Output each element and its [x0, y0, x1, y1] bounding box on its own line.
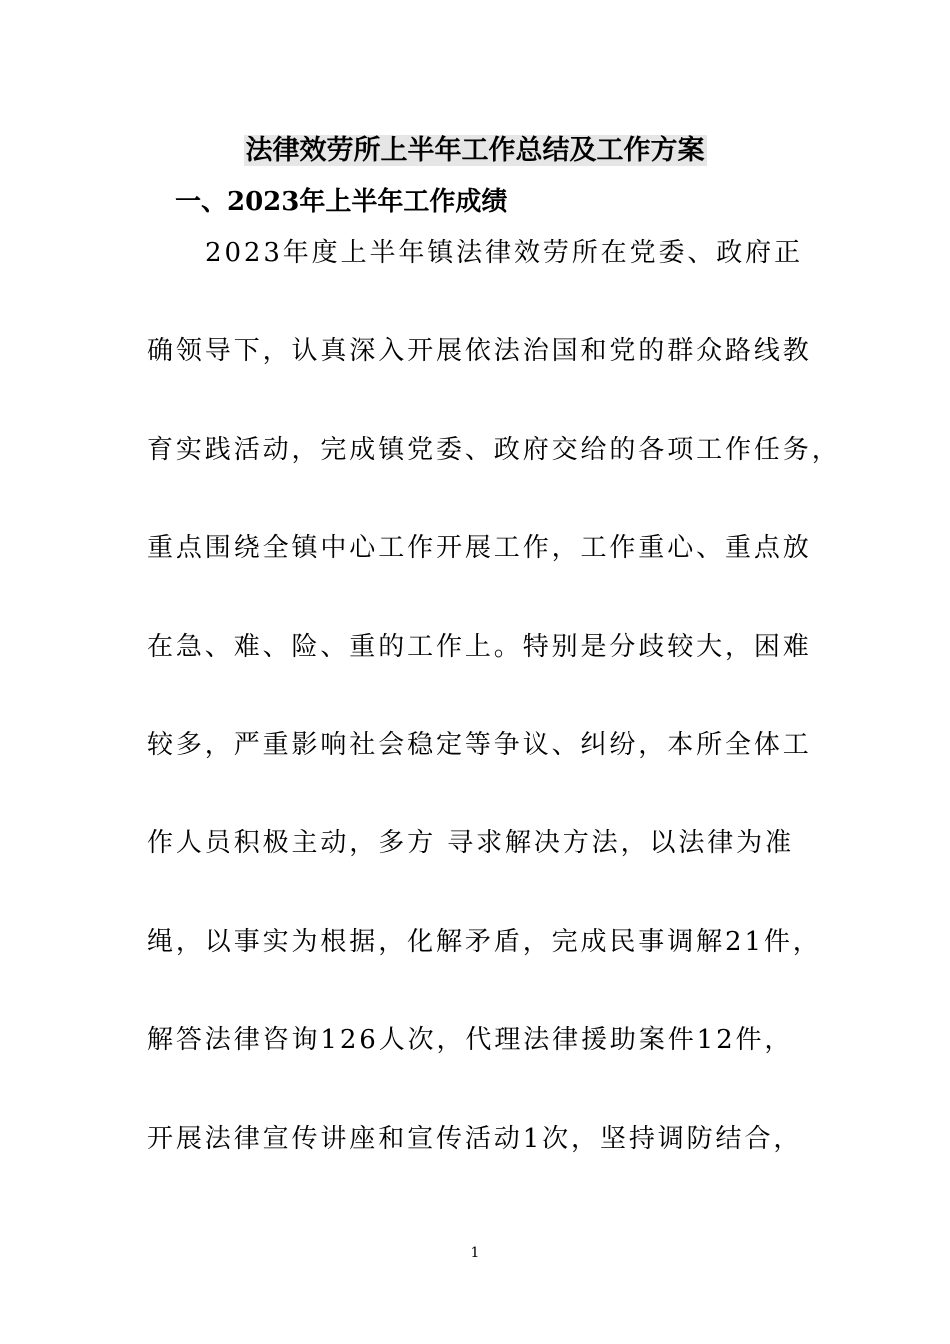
paragraph-line: 作人员积极主动，多方 寻求解决方法，以法律为准 [147, 828, 794, 859]
paragraph-line: 育实践活动，完成镇党委、政府交给的各项工作任务， [147, 434, 841, 465]
paragraph-line: 重点围绕全镇中心工作开展工作，工作重心、重点放 [147, 533, 812, 564]
paragraph-line: 解答法律咨询126人次，代理法律援助案件12件， [147, 1025, 794, 1056]
paragraph-line: 开展法律宣传讲座和宣传活动1次，坚持调防结合， [147, 1123, 803, 1154]
paragraph-line: 绳，以事实为根据，化解矛盾，完成民事调解21件， [147, 926, 822, 957]
page-title [0, 131, 950, 171]
page-title-text: 法律效劳所上半年工作总结及工作方案 [245, 135, 705, 166]
body-paragraph [147, 233, 841, 1217]
paragraph-line: 在急、难、险、重的工作上。特别是分歧较大，困难 [147, 631, 812, 662]
paragraph-line: 较多，严重影响社会稳定等争议、纠纷，本所全体工 [147, 729, 812, 760]
paragraph-line: 2023年度上半年镇法律效劳所在党委、政府正 [205, 238, 803, 268]
section-heading: 一、2023年上半年工作成绩 [175, 187, 508, 217]
paragraph-line: 确领导下，认真深入开展依法治国和党的群众路线教 [147, 336, 812, 367]
page-number: 1 [470, 1245, 480, 1261]
